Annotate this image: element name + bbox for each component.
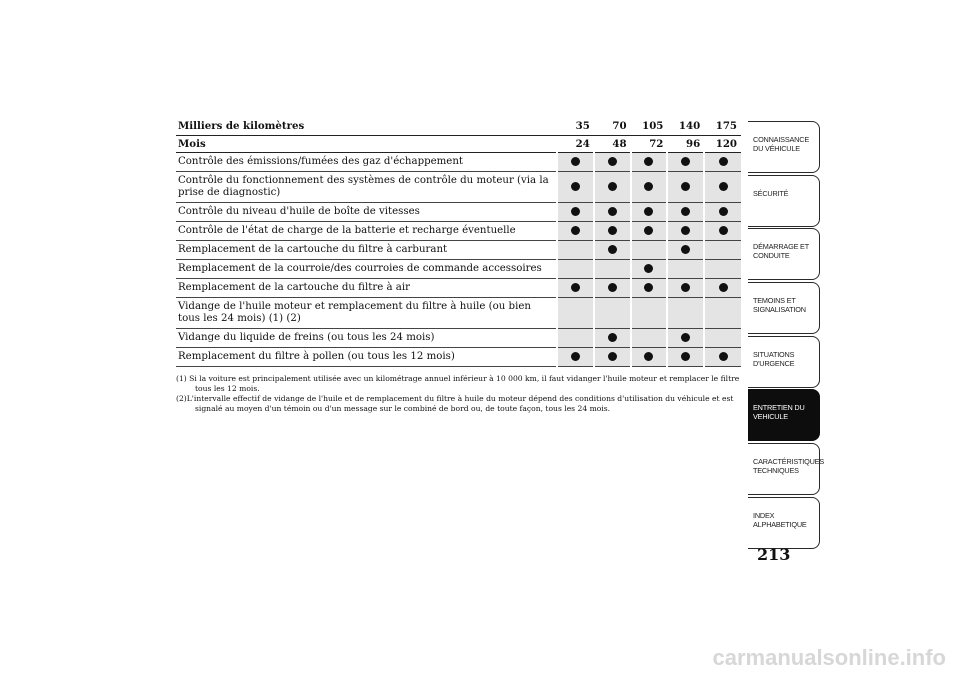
schedule-cell bbox=[704, 298, 741, 329]
header-months-value: 72 bbox=[631, 136, 668, 153]
service-dot bbox=[644, 352, 653, 361]
service-dot bbox=[681, 182, 690, 191]
schedule-cell bbox=[667, 172, 704, 203]
schedule-cell bbox=[557, 260, 594, 279]
service-dot bbox=[608, 245, 617, 254]
schedule-cell bbox=[594, 260, 631, 279]
service-dot bbox=[608, 283, 617, 292]
schedule-cell bbox=[631, 298, 668, 329]
schedule-cell bbox=[667, 153, 704, 172]
schedule-cell bbox=[557, 329, 594, 348]
chapter-tab[interactable]: CARACTÉRISTIQUES TECHNIQUES bbox=[748, 443, 820, 495]
schedule-cell bbox=[631, 279, 668, 298]
schedule-cell bbox=[667, 260, 704, 279]
service-dot bbox=[644, 226, 653, 235]
chapter-tab[interactable]: INDEX ALPHABETIQUE bbox=[748, 497, 820, 549]
schedule-cell bbox=[667, 298, 704, 329]
schedule-cell bbox=[594, 329, 631, 348]
row-label: Contrôle des émissions/fumées des gaz d'échappement bbox=[176, 153, 557, 172]
service-dot bbox=[681, 283, 690, 292]
table-row bbox=[176, 203, 741, 222]
schedule-cell bbox=[594, 348, 631, 367]
header-months-value: 24 bbox=[557, 136, 594, 153]
schedule-cell bbox=[704, 172, 741, 203]
schedule-cell bbox=[631, 348, 668, 367]
service-dot bbox=[719, 352, 728, 361]
table-row bbox=[176, 260, 741, 279]
schedule-cell bbox=[557, 348, 594, 367]
schedule-cell bbox=[557, 298, 594, 329]
header-km-value: 105 bbox=[631, 118, 668, 136]
header-km-label: Milliers de kilomètres bbox=[176, 118, 557, 136]
chapter-tab[interactable]: SITUATIONS D'URGENCE bbox=[748, 336, 820, 388]
service-dot bbox=[681, 333, 690, 342]
service-dot bbox=[644, 283, 653, 292]
schedule-cell bbox=[557, 279, 594, 298]
row-label: Remplacement de la courroie/des courroies de commande accessoires bbox=[176, 260, 557, 279]
service-dot bbox=[644, 264, 653, 273]
header-months-value: 96 bbox=[667, 136, 704, 153]
schedule-cell bbox=[667, 329, 704, 348]
schedule-cell bbox=[594, 241, 631, 260]
schedule-cell bbox=[704, 329, 741, 348]
footnote-1: (1) Si la voiture est principalement utilisée avec un kilométrage annuel inférieur à 10 000 km, il faut vidanger l'huile moteur et remplacer le filtre tous les 12 mois. bbox=[176, 374, 740, 393]
schedule-cell bbox=[557, 153, 594, 172]
schedule-cell bbox=[631, 241, 668, 260]
table-row bbox=[176, 222, 741, 241]
maintenance-schedule bbox=[176, 118, 741, 367]
service-dot bbox=[681, 352, 690, 361]
table-row bbox=[176, 329, 741, 348]
page-number: 213 bbox=[757, 545, 791, 564]
schedule-cell bbox=[631, 172, 668, 203]
service-dot bbox=[644, 207, 653, 216]
header-months-value: 48 bbox=[594, 136, 631, 153]
service-dot bbox=[719, 207, 728, 216]
schedule-cell bbox=[631, 222, 668, 241]
service-dot bbox=[719, 226, 728, 235]
schedule-cell bbox=[557, 203, 594, 222]
schedule-cell bbox=[594, 203, 631, 222]
schedule-cell bbox=[704, 241, 741, 260]
service-dot bbox=[571, 157, 580, 166]
chapter-tab[interactable]: DÉMARRAGE ET CONDUITE bbox=[748, 228, 820, 280]
chapter-tab[interactable]: SÉCURITÉ bbox=[748, 175, 820, 227]
row-label: Remplacement du filtre à pollen (ou tous les 12 mois) bbox=[176, 348, 557, 367]
row-label: Remplacement de la cartouche du filtre à carburant bbox=[176, 241, 557, 260]
schedule-cell bbox=[667, 222, 704, 241]
schedule-cell bbox=[667, 241, 704, 260]
row-label: Vidange de l'huile moteur et remplacement du filtre à huile (ou bien tous les 24 mois) (1) (2) bbox=[176, 298, 557, 329]
schedule-cell bbox=[631, 203, 668, 222]
schedule-cell bbox=[704, 260, 741, 279]
header-months-label: Mois bbox=[176, 136, 557, 153]
service-dot bbox=[608, 333, 617, 342]
service-dot bbox=[644, 182, 653, 191]
row-label: Vidange du liquide de freins (ou tous les 24 mois) bbox=[176, 329, 557, 348]
schedule-cell bbox=[557, 222, 594, 241]
schedule-cell bbox=[594, 172, 631, 203]
header-km-value: 175 bbox=[704, 118, 741, 136]
service-dot bbox=[571, 226, 580, 235]
schedule-cell bbox=[594, 222, 631, 241]
service-dot bbox=[608, 182, 617, 191]
service-dot bbox=[608, 207, 617, 216]
service-dot bbox=[681, 157, 690, 166]
service-dot bbox=[571, 207, 580, 216]
service-dot bbox=[681, 245, 690, 254]
schedule-cell bbox=[594, 153, 631, 172]
table-row bbox=[176, 153, 741, 172]
service-dot bbox=[571, 352, 580, 361]
schedule-cell bbox=[704, 203, 741, 222]
service-dot bbox=[719, 182, 728, 191]
header-km-value: 140 bbox=[667, 118, 704, 136]
footnotes bbox=[176, 374, 741, 414]
service-dot bbox=[681, 226, 690, 235]
service-dot bbox=[571, 182, 580, 191]
service-dot bbox=[719, 157, 728, 166]
row-label: Contrôle du niveau d'huile de boîte de vitesses bbox=[176, 203, 557, 222]
chapter-tabs bbox=[748, 121, 824, 551]
row-label: Contrôle du fonctionnement des systèmes de contrôle du moteur (via la prise de diagnostic) bbox=[176, 172, 557, 203]
table-row bbox=[176, 298, 741, 329]
row-label: Contrôle de l'état de charge de la batterie et recharge éventuelle bbox=[176, 222, 557, 241]
schedule-cell bbox=[667, 348, 704, 367]
schedule-cell bbox=[667, 279, 704, 298]
header-row-km bbox=[176, 118, 741, 136]
watermark: carmanualsonline.info bbox=[712, 645, 946, 670]
header-row-months bbox=[176, 136, 741, 153]
table-row bbox=[176, 279, 741, 298]
maintenance-table bbox=[176, 118, 741, 367]
schedule-cell bbox=[594, 298, 631, 329]
schedule-cell bbox=[704, 153, 741, 172]
service-dot bbox=[608, 352, 617, 361]
schedule-cell bbox=[557, 172, 594, 203]
schedule-cell bbox=[631, 329, 668, 348]
service-dot bbox=[608, 157, 617, 166]
schedule-cell bbox=[667, 203, 704, 222]
row-label: Remplacement de la cartouche du filtre à air bbox=[176, 279, 557, 298]
service-dot bbox=[608, 226, 617, 235]
schedule-cell bbox=[557, 241, 594, 260]
schedule-cell bbox=[631, 260, 668, 279]
schedule-cell bbox=[704, 222, 741, 241]
chapter-tab[interactable]: TEMOINS ET SIGNALISATION bbox=[748, 282, 820, 334]
table-row bbox=[176, 241, 741, 260]
chapter-tab[interactable]: ENTRETIEN DU VEHICULE bbox=[748, 389, 820, 441]
header-months-value: 120 bbox=[704, 136, 741, 153]
header-km-value: 35 bbox=[557, 118, 594, 136]
schedule-cell bbox=[631, 153, 668, 172]
table-row bbox=[176, 172, 741, 203]
table-row bbox=[176, 348, 741, 367]
service-dot bbox=[681, 207, 690, 216]
footnote-2: (2)L'intervalle effectif de vidange de l'huile et de remplacement du filtre à huile du moteur dépend des conditions d'utilisation du véhicule et est signalé au moyen d'un témoin ou d'un message sur le combiné de bord ou, de toute façon, tous les 24 mois. bbox=[176, 394, 734, 413]
schedule-cell bbox=[704, 348, 741, 367]
service-dot bbox=[644, 157, 653, 166]
schedule-cell bbox=[594, 279, 631, 298]
schedule-cell bbox=[704, 279, 741, 298]
chapter-tab[interactable]: CONNAISSANCE DU VÉHICULE bbox=[748, 121, 820, 173]
service-dot bbox=[571, 283, 580, 292]
header-km-value: 70 bbox=[594, 118, 631, 136]
service-dot bbox=[719, 283, 728, 292]
